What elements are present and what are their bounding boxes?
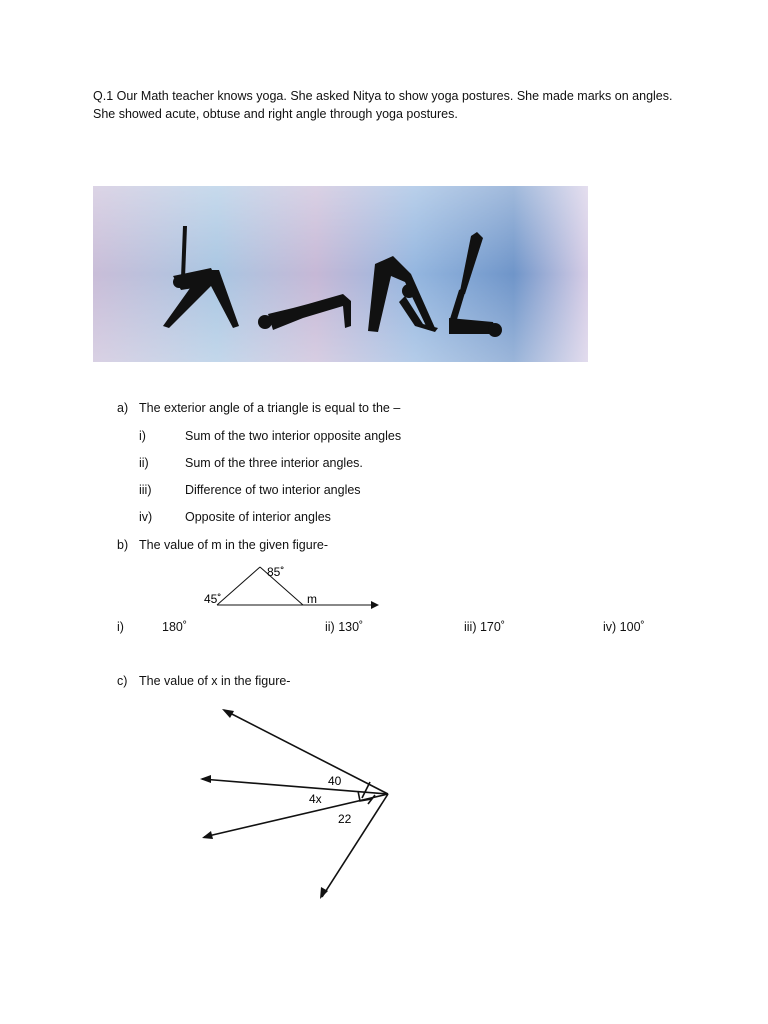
option-text: iv) 100˚ — [603, 620, 645, 634]
option-number: ii) — [139, 456, 149, 470]
option-text: 180˚ — [162, 620, 188, 634]
part-c-question: The value of x in the figure- — [139, 674, 291, 688]
option-number: iv) — [139, 510, 153, 524]
option-number: i) — [117, 620, 124, 634]
option-text: Opposite of interior angles — [185, 510, 331, 524]
left-angle-label: 45˚ — [204, 592, 222, 606]
exterior-angle-label: m — [307, 592, 317, 606]
option-text: Sum of the three interior angles. — [185, 456, 363, 470]
triangle-figure — [195, 560, 385, 615]
option-number: iii) — [139, 483, 152, 497]
option-text: iii) 170˚ — [464, 620, 505, 634]
option-text: ii) 130˚ — [325, 620, 364, 634]
part-a-question: The exterior angle of a triangle is equal to the – — [139, 401, 401, 415]
option-number: i) — [139, 429, 146, 443]
part-c-label: c) — [117, 674, 128, 688]
part-b-label: b) — [117, 538, 129, 552]
yoga-postures-image — [93, 186, 588, 362]
option-text: Sum of the two interior opposite angles — [185, 429, 402, 443]
top-angle-label: 85˚ — [267, 565, 285, 579]
angle-4x-label: 4x — [309, 792, 322, 806]
option-text: Difference of two interior angles — [185, 483, 361, 497]
question-intro: Q.1 Our Math teacher knows yoga. She asked Nitya to show yoga postures. She made marks on angles. She showed acute, obtuse and right angle through yoga postures. — [93, 89, 673, 121]
part-a-label: a) — [117, 401, 129, 415]
rays-figure — [190, 700, 410, 905]
part-b-question: The value of m in the given figure- — [139, 538, 328, 552]
angle-22-label: 22 — [338, 812, 352, 826]
angle-40-label: 40 — [328, 774, 342, 788]
